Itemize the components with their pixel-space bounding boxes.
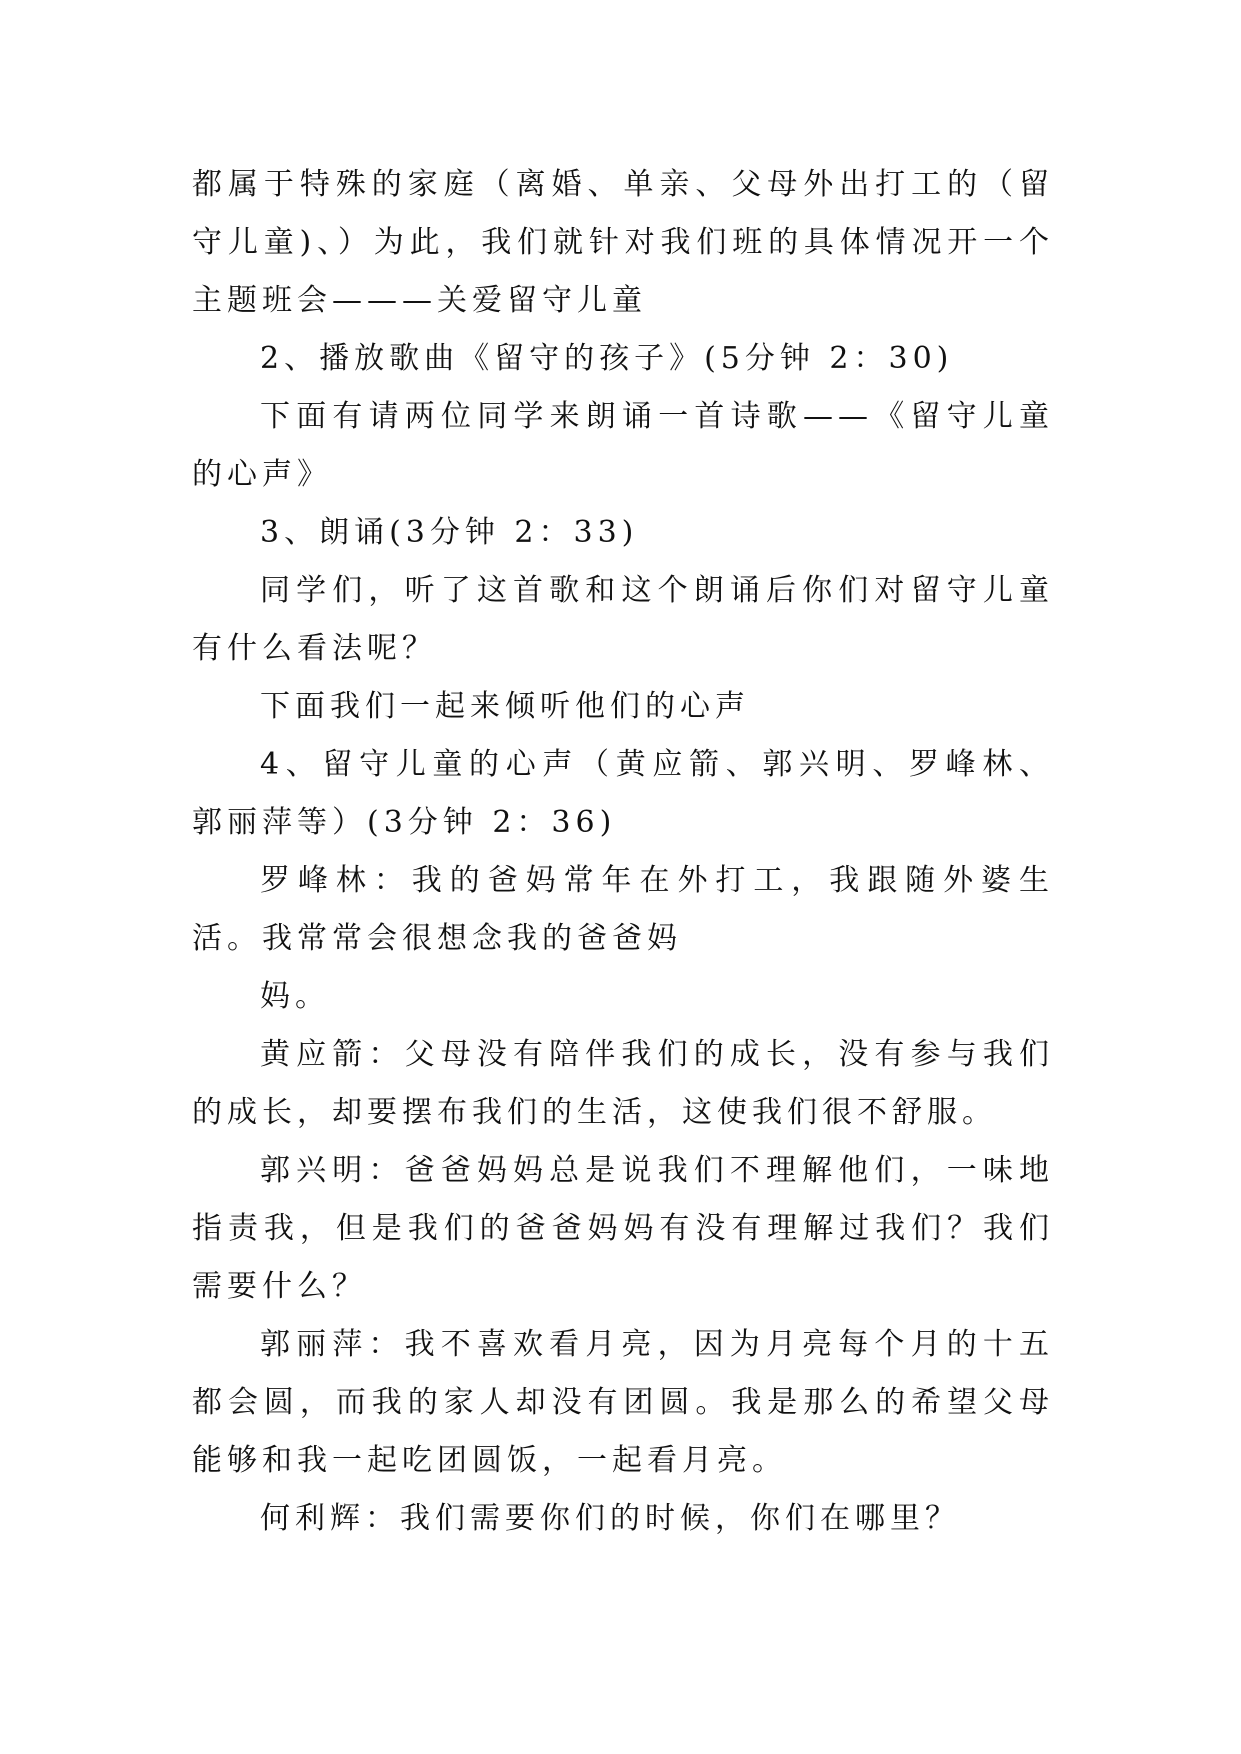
paragraph-poem-intro: 下面有请两位同学来朗诵一首诗歌——《留守儿童的心声》 [192,399,1054,492]
paragraph-recitation: 3、朗诵(3分钟 2：33) [260,515,639,550]
paragraph-voices-heading: 4、留守儿童的心声（黄应箭、郭兴明、罗峰林、郭丽萍等）(3分钟 2：36) [192,747,1054,840]
document-body [192,156,1054,1548]
paragraph-play-song: 2、播放歌曲《留守的孩子》(5分钟 2：30) [260,341,954,376]
paragraph-listen: 下面我们一起来倾听他们的心声 [260,689,750,724]
paragraph-luo-fenglin-continued: 妈。 [260,979,330,1014]
paragraph-huang-yingjian: 黄应箭：父母没有陪伴我们的成长，没有参与我们的成长，却要摆布我们的生活，这使我们很不舒服。 [192,1037,1054,1130]
paragraph-luo-fenglin: 罗峰林：我的爸妈常年在外打工，我跟随外婆生活。我常常会很想念我的爸爸妈 [192,863,1054,956]
paragraph-guo-liping: 郭丽萍：我不喜欢看月亮，因为月亮每个月的十五都会圆，而我的家人却没有团圆。我是那么的希望父母能够和我一起吃团圆饭，一起看月亮。 [192,1327,1054,1478]
paragraph-he-lihui: 何利辉：我们需要你们的时候，你们在哪里？ [260,1501,960,1536]
paragraph-guo-xingming: 郭兴明：爸爸妈妈总是说我们不理解他们，一味地指责我，但是我们的爸爸妈妈有没有理解过我们？我们需要什么？ [192,1153,1054,1304]
paragraph-special-families: 都属于特殊的家庭（离婚、单亲、父母外出打工的（留守儿童)、）为此，我们就针对我们班的具体情况开一个主题班会———关爱留守儿童 [192,167,1054,318]
paragraph-question: 同学们，听了这首歌和这个朗诵后你们对留守儿童有什么看法呢？ [192,573,1054,666]
